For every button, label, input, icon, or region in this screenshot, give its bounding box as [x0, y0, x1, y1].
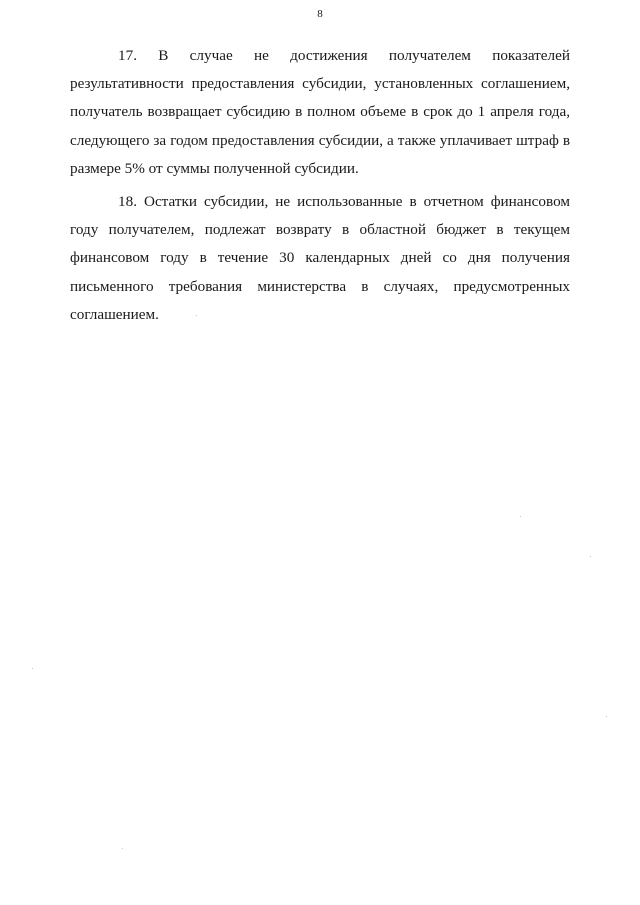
scan-speck — [196, 315, 197, 316]
scan-speck — [520, 516, 521, 517]
scan-speck — [122, 848, 123, 849]
scan-speck — [606, 716, 607, 717]
paragraph-17: 17. В случае не достижения получателем показателей результативности предоставления субсидии, установленных соглашением, получатель возвращает субсидию в полном объеме в срок до 1 апреля года, следующего за годом предоставления субсидии, а также уплачивает штраф в размере 5% от суммы полученной субсидии. — [70, 47, 570, 177]
scan-speck — [32, 668, 33, 669]
paragraph-18: 18. Остатки субсидии, не использованные в отчетном финансовом году получателем, подлежат возврату в областной бюджет в текущем финансовом году в течение 30 календарных дней со дня получения письменного требования министерства в случаях, предусмотренных соглашением. — [70, 193, 570, 323]
document-body — [70, 42, 570, 329]
scan-speck — [590, 556, 591, 557]
page-number: 8 — [317, 8, 323, 20]
